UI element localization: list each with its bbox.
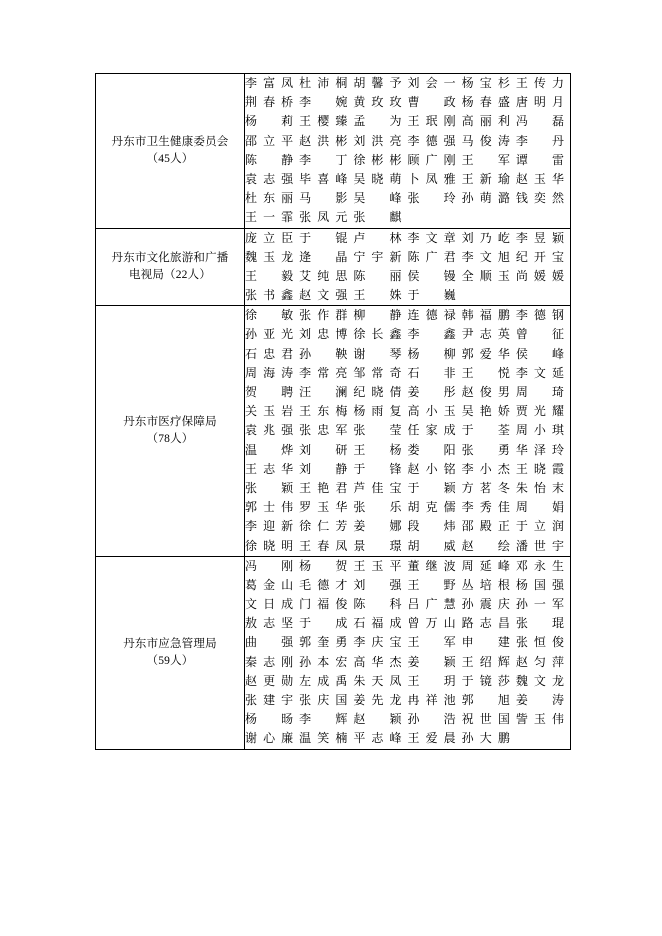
name-entry: 张麒 [353,210,402,225]
name-entry: 王东梅 [299,404,348,419]
name-entry: 段炜 [407,519,456,534]
name-entry: 王悦 [461,365,510,380]
names-cell [245,74,571,229]
name-entry: 吴峰 [353,191,402,206]
name-entry: 赵更勋 [245,673,294,688]
name-entry: 纪晓倩 [353,385,402,399]
name-entry: 李迎新 [245,519,294,534]
name-entry: 张乐 [353,500,402,515]
roster-table-body [96,74,571,750]
name-entry: 王军 [407,635,456,650]
name-entry: 陈静 [245,152,294,167]
name-entry: 邹常奇 [353,365,402,380]
name-entry: 郭奎勇 [299,635,348,650]
name-entry: 徐敏 [245,308,294,323]
name-entry: 于成 [299,616,348,631]
name-entry: 温笑楠 [299,731,348,746]
name-entry: 孙浩 [407,712,456,727]
name-entry: 马俊涛 [461,133,510,148]
name-entry: 王樱臻 [299,114,348,129]
name-entry: 李文章 [407,230,456,245]
name-grid [245,229,570,306]
name-entry: 路志昌 [461,616,510,631]
department-cell [96,556,245,749]
department-name: 丹东市文化旅游和广播 [111,251,229,264]
name-entry: 毕喜峰 [299,171,348,186]
name-entry: 张琨 [515,616,564,631]
name-entry: 李鑫 [407,327,456,342]
name-entry: 张勇 [461,442,510,457]
name-entry: 逄晶 [299,249,348,264]
name-entry: 赵文强 [299,288,348,303]
name-entry: 孙震庆 [461,597,510,612]
name-entry: 孟为 [353,114,402,129]
name-entry: 汪澜 [299,385,348,399]
name-entry: 芦佳宝 [353,480,402,495]
name-entry: 王军 [461,152,510,167]
name-entry: 王志华 [245,461,294,476]
name-entry: 尹志英 [461,327,510,342]
name-entry: 周娟 [515,500,564,515]
name-entry: 潘世宇 [515,538,564,553]
department-count: （59人） [146,654,194,667]
name-entry: 杨宝杉 [461,76,510,90]
name-entry: 孙本宏 [299,654,348,669]
name-entry: 刘会一 [407,76,456,90]
name-entry: 尚媛媛 [515,268,564,283]
name-entry: 刘静 [299,461,348,476]
name-entry: 温烨 [245,442,294,457]
name-entry: 王玉平 [353,558,402,573]
name-entry: 石忠君 [245,346,294,361]
name-entry: 赵小铭 [407,461,456,476]
name-entry: 孙鞅 [299,346,348,361]
name-entry: 赵俊男 [461,385,510,399]
name-entry: 唐明月 [515,95,564,110]
name-entry: 顾广刚 [407,152,456,167]
name-entry: 石福成 [353,616,402,631]
name-entry: 曾万山 [407,616,456,631]
name-entry: 张忠军 [299,423,348,438]
name-entry: 于颖 [407,480,456,495]
name-entry: 王爱晨 [407,731,456,746]
names-cell [245,556,571,749]
name-entry: 谭雷 [515,152,564,167]
table-row [96,556,571,749]
name-entry: 王艳君 [299,480,348,495]
name-entry: 张书鑫 [245,288,294,303]
name-entry: 艾纯思 [299,268,348,283]
name-entry: 胡克儒 [407,500,456,515]
name-entry: 马影 [299,191,348,206]
name-entry: 徐仁芳 [299,519,348,534]
name-entry: 周小琪 [515,423,564,438]
department-count: （78人） [146,432,194,445]
name-entry: 王珉刚 [407,114,456,129]
name-entry: 吴艳娇 [461,404,510,419]
name-entry: 杨贺 [299,558,348,573]
department-name: 丹东市应急管理局 [123,637,217,650]
name-entry: 陈丽 [353,268,402,283]
name-entry: 石非 [407,365,456,380]
name-entry: 刘乃屹 [461,230,510,245]
table-row [96,228,571,306]
name-entry: 杨旸 [245,712,294,727]
name-entry: 胡威 [407,538,456,553]
name-entry: 王新瑜 [461,171,510,186]
name-entry: 吴晓萌 [353,171,402,186]
name-entry: 邵立平 [245,133,294,148]
name-entry: 杨春盛 [461,95,510,110]
name-entry: 王杨 [353,442,402,457]
name-entry: 刘研 [299,442,348,457]
name-entry: 孙亚光 [245,327,294,342]
name-entry: 刘强 [353,577,402,592]
name-entry: 任家成 [407,423,456,438]
name-entry: 周海涛 [245,365,294,380]
name-entry: 贾光耀 [515,404,564,419]
name-entry: 王玥 [407,673,456,688]
name-entry: 王姝 [353,288,402,303]
name-entry: 谢琴 [353,346,402,361]
name-entry: 关玉岩 [245,404,294,419]
name-entry: 魏文龙 [515,673,564,688]
name-entry: 徐长鑫 [353,327,402,342]
name-entry: 胡馨予 [353,76,402,90]
name-entry: 赵洪彬 [299,133,348,148]
name-entry: 祝世国 [461,712,510,727]
department-cell [96,228,245,306]
name-entry: 朱天凤 [353,673,402,688]
name-entry: 李丹 [515,133,564,148]
table-row [96,306,571,556]
name-entry: 于锋 [353,461,402,476]
name-entry: 周琦 [515,385,564,399]
department-name: 丹东市医疗保障局 [123,415,217,428]
name-entry: 纪开宝 [515,249,564,264]
name-entry: 姜涛 [515,693,564,707]
name-entry: 罗玉华 [299,500,348,515]
name-entry: 左成禹 [299,673,348,688]
name-entry: 邓永生 [515,558,564,573]
name-entry: 黄玫玫 [353,95,402,110]
name-entry: 卜凤雅 [407,171,456,186]
name-entry: 杨柳 [407,346,456,361]
name-entry: 魏玉龙 [245,249,294,264]
name-entry: 李辉 [299,712,348,727]
name-entry: 王春凤 [299,538,348,553]
name-entry: 姜彤 [407,385,456,399]
name-entry: 娄阳 [407,442,456,457]
name-entry: 方茗冬 [461,480,510,495]
department-count: （45人） [146,152,194,165]
name-entry: 李富凤 [245,76,294,90]
name-entry: 李庆宝 [353,635,402,650]
name-entry: 李婉 [299,95,348,110]
name-entry: 柳静 [353,308,402,323]
name-entry: 华泽玲 [515,442,564,457]
name-entry: 卢林 [353,230,402,245]
name-entry: 侯峰 [515,346,564,361]
name-entry: 周延峰 [461,558,510,573]
name-entry: 于锟 [299,230,348,245]
name-entry: 李常亮 [299,365,348,380]
name-entry: 李秀佳 [461,500,510,515]
name-entry: 张玲 [407,191,456,206]
name-entry: 王毅 [245,268,294,283]
name-entry: 王野 [407,577,456,592]
name-entry: 李丁 [299,152,348,167]
name-entry: 李德强 [407,133,456,148]
name-entry: 张颖 [245,480,294,495]
name-entry: 袁兆强 [245,423,294,438]
name-entry: 毛德才 [299,577,348,592]
roster-table [95,73,571,750]
name-entry: 杨雨复 [353,404,402,419]
name-entry: 冯磊 [515,114,564,129]
name-entry: 钱奕然 [515,191,564,206]
name-entry: 杨国强 [515,577,564,592]
name-entry: 李文延 [515,365,564,380]
name-entry: 李文旭 [461,249,510,264]
name-entry: 王传力 [515,76,564,90]
name-entry: 姜颖 [407,654,456,669]
name-entry: 訾玉伟 [515,712,564,727]
name-entry: 邵殿正 [461,519,510,534]
name-entry: 赵匀萍 [515,654,564,669]
name-entry: 徐晓明 [245,538,294,553]
name-entry: 高丽利 [461,114,510,129]
name-entry: 张庆国 [299,693,348,707]
name-entry: 文日成 [245,597,294,612]
name-entry: 秦志刚 [245,654,294,669]
name-entry: 郭爱华 [461,346,510,361]
name-entry: 郭士伟 [245,500,294,515]
name-entry: 葛金山 [245,577,294,592]
table-row [96,74,571,229]
name-entry: 张作群 [299,308,348,323]
name-entry: 庞立臣 [245,230,294,245]
department-cell [96,74,245,229]
name-entry: 侯镘 [407,268,456,283]
name-entry: 高小玉 [407,404,456,419]
name-entry: 李德钢 [515,308,564,323]
name-entry: 曾征 [515,327,564,342]
name-entry: 徐彬彬 [353,152,402,167]
name-entry: 谢心廉 [245,731,294,746]
name-entry: 赵绘 [461,538,510,553]
name-entry: 孙萌潞 [461,191,510,206]
name-grid [245,306,570,555]
name-entry: 李昱颖 [515,230,564,245]
name-entry: 陈广君 [407,249,456,264]
name-entry: 于立润 [515,519,564,534]
name-entry: 刘洪亮 [353,133,402,148]
name-entry: 韩福鹏 [461,308,510,323]
name-entry: 杨莉 [245,114,294,129]
name-grid [245,557,570,749]
name-entry: 门福俊 [299,597,348,612]
name-entry: 高华杰 [353,654,402,669]
name-entry: 张凤元 [299,210,348,225]
name-entry: 冉祥池 [407,693,456,707]
department-count: 电视局（22人） [128,268,212,281]
department-name: 丹东市卫生健康委员会 [111,135,229,148]
name-entry: 王晓霞 [515,461,564,476]
department-cell [96,306,245,556]
name-entry: 杜东丽 [245,191,294,206]
name-entry: 于巍 [407,288,456,303]
name-entry: 张建宇 [245,693,294,707]
name-entry: 曹政 [407,95,456,110]
name-entry: 宁宇新 [353,249,402,264]
name-entry: 张莹 [353,423,402,438]
name-entry: 丛培根 [461,577,510,592]
name-entry: 姜先龙 [353,693,402,707]
name-entry: 袁志强 [245,171,294,186]
name-entry: 孙一军 [515,597,564,612]
name-entry: 敖志坚 [245,616,294,631]
name-entry: 贺聘 [245,385,294,399]
name-entry: 刘忠博 [299,327,348,342]
name-entry: 连德禄 [407,308,456,323]
name-entry: 于荃 [461,423,510,438]
name-entry: 王绍辉 [461,654,510,669]
name-entry: 李小杰 [461,461,510,476]
name-entry: 张恒俊 [515,635,564,650]
name-entry: 申建 [461,635,510,650]
name-entry: 平志峰 [353,731,402,746]
names-cell [245,306,571,556]
name-entry: 冯刚 [245,558,294,573]
name-entry: 赵颖 [353,712,402,727]
name-grid [245,74,570,228]
name-entry: 朱怡末 [515,480,564,495]
name-entry: 景璟 [353,538,402,553]
name-entry: 曲强 [245,635,294,650]
name-entry: 全顺玉 [461,268,510,283]
name-entry: 孙大鹏 [461,731,510,746]
name-entry: 荆春桥 [245,95,294,110]
name-entry: 董继波 [407,558,456,573]
name-entry: 王一霏 [245,210,294,225]
names-cell [245,228,571,306]
name-entry: 陈科 [353,597,402,612]
name-entry: 吕广慧 [407,597,456,612]
name-entry: 姜娜 [353,519,402,534]
name-entry: 于镜莎 [461,673,510,688]
name-entry: 杜沛桐 [299,76,348,90]
name-entry: 赵玉华 [515,171,564,186]
name-entry: 郭旭 [461,693,510,707]
